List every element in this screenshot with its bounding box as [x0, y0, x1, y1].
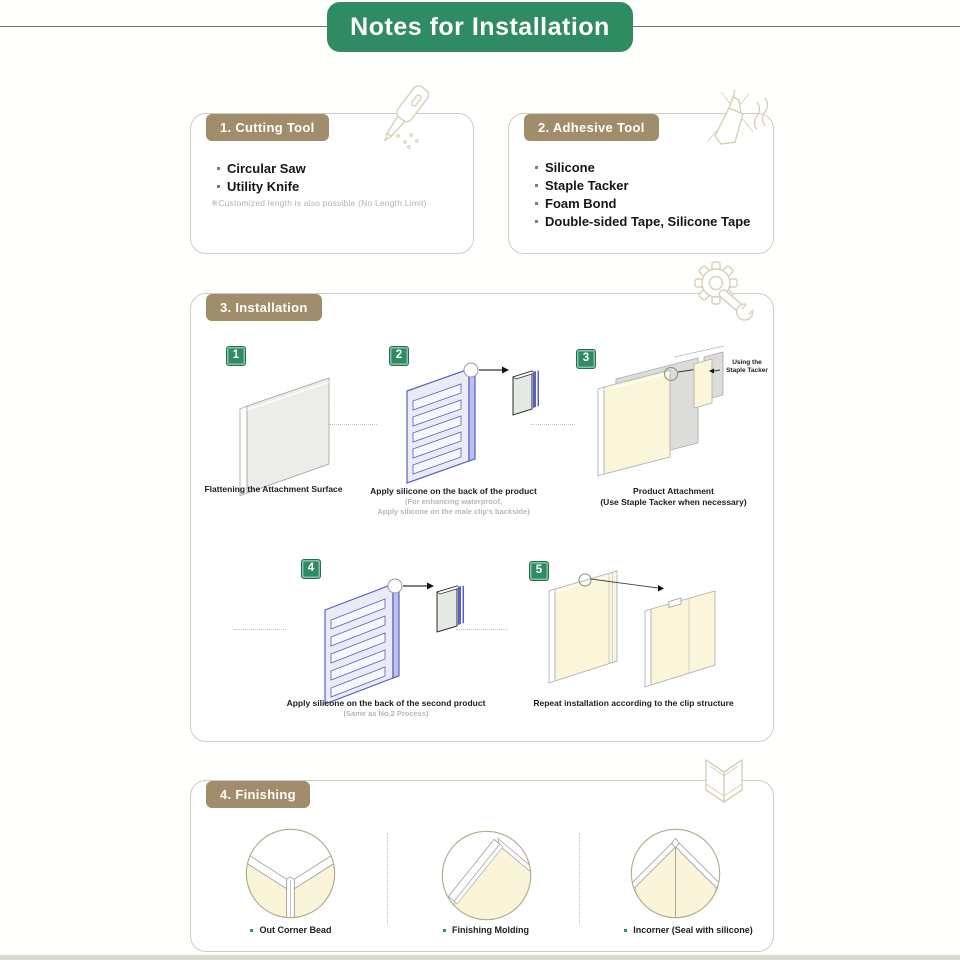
cutting-tool-item: Utility Knife [217, 177, 306, 195]
adhesive-tool-label: 2. Adhesive Tool [524, 114, 659, 141]
dotted-separator [329, 424, 377, 425]
finishing-panel [190, 780, 774, 952]
dotted-separator [387, 833, 388, 925]
bullet-dot [217, 185, 220, 188]
dotted-separator [531, 424, 575, 425]
step-1-caption: Flattening the Attachment Surface [204, 484, 343, 494]
finishing-item: Out Corner Bead [201, 923, 381, 937]
bullet-dot [535, 220, 538, 223]
step-2-badge: 2 [389, 346, 409, 366]
finishing-item: Incorner (Seal with silicone) [591, 923, 786, 937]
gear-wrench-icon [690, 258, 758, 324]
step-5-caption: Repeat installation according to the clip structure [533, 698, 734, 708]
page-title: Notes for Installation [327, 2, 633, 52]
bullet-dot [535, 166, 538, 169]
dotted-separator [579, 833, 580, 925]
finishing-molding-diagram [439, 828, 534, 923]
staple-tacker-annotation: Using the Staple Tacker [726, 359, 768, 374]
adhesive-tool-item: Silicone [535, 158, 750, 176]
adhesive-tool-item: Foam Bond [535, 194, 750, 212]
step-2-caption: Apply silicone on the back of the product (For enhancing waterproof, Apply silicone on the male clip's backside) [370, 486, 537, 516]
step-5-repeat-diagram [541, 557, 726, 697]
step-4-silicone-diagram [309, 566, 469, 711]
out-corner-bead-diagram [243, 826, 338, 921]
glue-tube-icon [697, 86, 773, 154]
step-3-badge: 3 [576, 349, 596, 369]
bullet-dot [535, 202, 538, 205]
adhesive-tool-list [535, 158, 750, 230]
bullet-dot [535, 184, 538, 187]
bullet-dot [443, 929, 446, 932]
step-4-badge: 4 [301, 559, 321, 579]
corner-molding-icon [694, 754, 758, 820]
step-2-silicone-diagram [389, 351, 539, 491]
dotted-separator [234, 629, 286, 630]
cutting-tool-item: Circular Saw [217, 159, 306, 177]
step-3-caption: Product Attachment (Use Staple Tacker when necessary) [600, 486, 747, 507]
adhesive-tool-item: Staple Tacker [535, 176, 750, 194]
dotted-separator [456, 629, 508, 630]
cutting-tool-label: 1. Cutting Tool [206, 114, 329, 141]
step-5-badge: 5 [529, 561, 549, 581]
bullet-dot [250, 929, 253, 932]
finishing-label: 4. Finishing [206, 781, 310, 808]
cutting-tool-list [217, 159, 306, 195]
bullet-dot [624, 929, 627, 932]
page-bottom-edge [0, 955, 960, 960]
finishing-item: Finishing Molding [396, 923, 576, 937]
utility-knife-icon [364, 90, 444, 152]
step-3-attachment-diagram [586, 343, 726, 493]
step-4-caption: Apply silicone on the back of the second product (Same as No.2 Process) [286, 698, 486, 718]
installation-label: 3. Installation [206, 294, 322, 321]
step-1-panel-diagram [231, 367, 346, 502]
bullet-dot [217, 167, 220, 170]
cutting-tool-note: ※Customized length is also possible (No Length Limit) [211, 198, 427, 208]
step-1-badge: 1 [226, 346, 246, 366]
incorner-diagram [628, 826, 723, 921]
installation-panel [190, 293, 774, 742]
adhesive-tool-item: Double-sided Tape, Silicone Tape [535, 212, 750, 230]
